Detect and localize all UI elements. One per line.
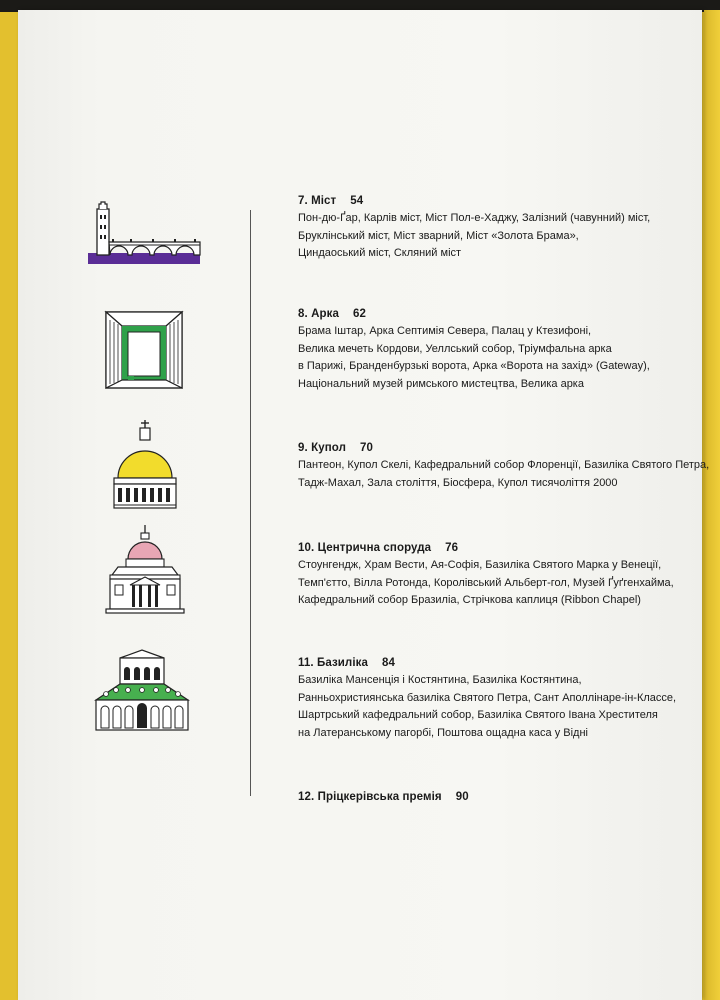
book-page — [18, 10, 710, 1000]
chapter-title: 8. Арка — [298, 308, 339, 320]
chapter-heading — [298, 657, 718, 669]
chapter-line: Ранньохристиянська базиліка Святого Петра, Сант Аполлінаре-ін-Классе, — [298, 691, 677, 704]
chapter-page: 76 — [445, 542, 459, 554]
chapter-heading — [298, 308, 718, 320]
book-edge — [704, 10, 720, 1000]
chapter-heading — [298, 195, 718, 207]
toc-entry-basilica — [298, 657, 718, 743]
toc-entry-bridge — [298, 195, 718, 263]
chapter-line: Циндаоський міст, Скляний міст — [298, 247, 462, 260]
chapter-line: Національний музей римського мистецтва, Велика арка — [298, 378, 584, 391]
chapter-line: Темп'єтто, Вілла Ротонда, Королівський Альберт-гол, Музей Ґуґгенхайма, — [298, 576, 674, 589]
chapter-heading — [298, 791, 718, 803]
chapter-heading — [298, 442, 718, 454]
basilica-icon — [92, 646, 192, 732]
vertical-divider — [250, 210, 251, 796]
chapter-line: Базиліка Мансенція і Костянтина, Базиліка Костянтина, — [298, 674, 582, 686]
dome-icon — [110, 418, 180, 510]
central-building-icon — [102, 523, 188, 615]
chapter-page: 84 — [382, 657, 395, 669]
chapter-title: 7. Міст — [298, 195, 337, 207]
toc-entry-dome — [298, 442, 718, 492]
chapter-line: Стоунгендж, Храм Вести, Ая-Софія, Базиліка Святого Марка у Венеції, — [298, 559, 662, 571]
chapter-heading — [298, 542, 718, 554]
chapter-line: Брама Іштар, Арка Септимія Севера, Палац у Ктезифоні, — [298, 325, 592, 337]
chapter-title: 11. Базиліка — [298, 657, 368, 669]
chapter-line: Шартрський кафедральний собор, Базиліка Святого Івана Хрестителя — [298, 709, 658, 722]
bridge-icon — [86, 200, 202, 266]
chapter-page: 90 — [455, 791, 469, 803]
toc-entry-pritzker — [298, 791, 718, 806]
arch-icon — [104, 310, 184, 390]
chapter-line: Тадж-Махал, Зала століття, Біосфера, Купол тисячоліття 2000 — [298, 476, 618, 489]
chapter-page: 70 — [360, 442, 373, 454]
chapter-line: Пон-дю-Ґар, Карлів міст, Міст Пол-е-Хаджу, Залізний (чавунний) міст, — [298, 212, 651, 224]
chapter-line: в Парижі, Бранденбурзькі ворота, Арка «Ворота на захід» (Gateway), — [298, 360, 650, 373]
chapter-page: 62 — [352, 308, 366, 320]
chapter-line: Кафедральний собор Бразиліа, Стрічкова каплиця (Ribbon Chapel) — [298, 594, 641, 607]
chapter-line: Бруклінський міст, Міст зварний, Міст «Золота Брама», — [298, 229, 579, 242]
chapter-title: 12. Пріцкерівська премія — [298, 791, 442, 803]
toc-entry-central — [298, 542, 718, 610]
chapter-line: Велика мечеть Кордови, Уеллський собор, Тріумфальна арка — [298, 342, 612, 355]
chapter-title: 10. Центрична споруда — [298, 542, 432, 554]
chapter-page: 54 — [350, 195, 364, 207]
chapter-line: Пантеон, Купол Скелі, Кафедральний собор Флоренції, Базиліка Святого Петра, — [298, 459, 710, 471]
chapter-line: на Латеранському пагорбі, Поштова ощадна каса у Відні — [298, 727, 588, 740]
chapter-title: 9. Купол — [298, 442, 346, 454]
toc-entry-arch — [298, 308, 718, 394]
